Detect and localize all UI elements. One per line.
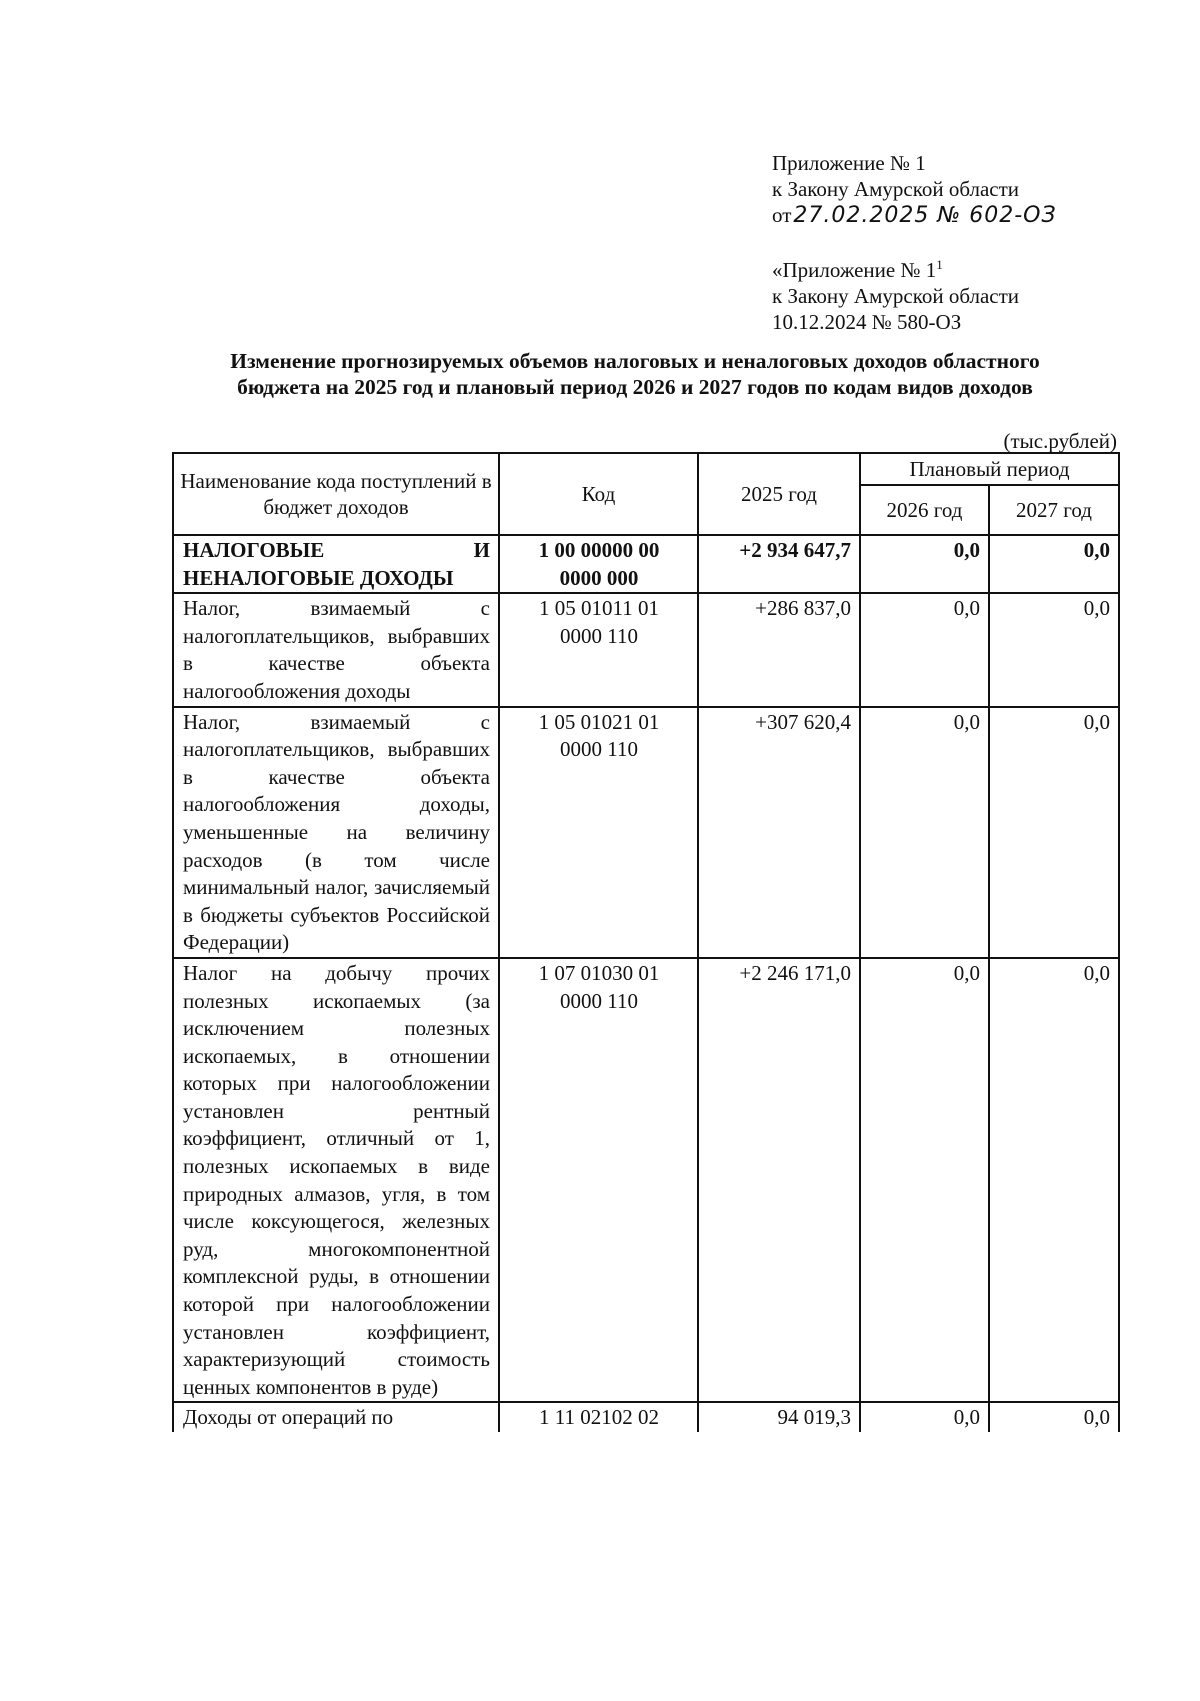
row-code-line1: 1 05 01011 01 <box>539 596 659 621</box>
appendix-quote-law: к Закону Амурской области <box>772 284 1020 308</box>
row-name: Налог, взимаемый с налогоплательщиков, выбравших в качестве объекта налогообложения доходы, уменьшенные на величину расходов (в том числе минимальный налог, зачисляемый в бюджеты субъектов Российской Федерации) <box>173 707 499 958</box>
units-label: (тыс.рублей) <box>1003 429 1117 453</box>
appendix-quote-number <box>772 252 1019 283</box>
title-line-2: бюджета на 2025 год и плановый период 2026 и 2027 годов по кодам видов доходов <box>237 375 1033 399</box>
row-code-line1: 1 05 01021 01 <box>538 709 660 734</box>
appendix-date-prefix: от <box>772 203 792 227</box>
appendix-quote-superscript: 1 <box>936 257 943 272</box>
row-2025: +2 934 647,7 <box>698 535 860 593</box>
row-2025: +286 837,0 <box>698 593 860 706</box>
row-name: НАЛОГОВЫЕ И НЕНАЛОГОВЫЕ ДОХОДЫ <box>173 535 499 593</box>
appendix-number: Приложение № 1 <box>772 151 926 175</box>
appendix-law: к Закону Амурской области <box>772 177 1020 201</box>
handwritten-date: 27.02.2025 № 602-ОЗ <box>793 203 1057 228</box>
table-row <box>173 593 1119 706</box>
appendix-quote-number-text: «Приложение № 1 <box>772 258 937 282</box>
row-2027: 0,0 <box>989 958 1119 1403</box>
header-2025: 2025 год <box>698 453 860 535</box>
row-code-line2: 0000 000 <box>559 565 639 590</box>
appendix-header <box>772 150 1057 229</box>
appendix-date-line <box>772 202 1057 229</box>
row-code-line2: 0000 110 <box>560 623 638 648</box>
row-code-line2: 0000 110 <box>560 988 638 1013</box>
table-row <box>173 535 1119 593</box>
header-name: Наименование кода поступлений в бюджет доходов <box>173 453 499 535</box>
table-row <box>173 707 1119 958</box>
header-2026: 2026 год <box>860 485 989 535</box>
row-2025: +2 246 171,0 <box>698 958 860 1403</box>
title-line-1: Изменение прогнозируемых объемов налоговых и неналоговых доходов областного <box>230 349 1040 373</box>
appendix-quote-date: 10.12.2024 № 580-ОЗ <box>772 310 962 334</box>
row-2027: 0,0 <box>989 535 1119 593</box>
row-code <box>499 707 698 958</box>
row-name: Доходы от операций по <box>173 1402 499 1432</box>
header-code: Код <box>499 453 698 535</box>
row-2027: 0,0 <box>989 593 1119 706</box>
row-code: 1 11 02102 02 <box>499 1402 698 1432</box>
appendix-quote-header <box>772 252 1019 335</box>
row-code <box>499 593 698 706</box>
row-code-line1: 1 07 01030 01 <box>538 960 660 985</box>
row-2025: 94 019,3 <box>698 1402 860 1432</box>
row-2026: 0,0 <box>860 958 989 1403</box>
row-code-line1: 1 00 00000 00 <box>538 538 660 562</box>
row-2026: 0,0 <box>860 707 989 958</box>
document-title <box>150 348 1120 400</box>
row-code-line2: 0000 110 <box>560 737 638 762</box>
row-name: Налог, взимаемый с налогоплательщиков, выбравших в качестве объекта налогообложения доходы <box>173 593 499 706</box>
row-2027: 0,0 <box>989 1402 1119 1432</box>
row-2026: 0,0 <box>860 535 989 593</box>
row-2025: +307 620,4 <box>698 707 860 958</box>
header-planned-period: Плановый период <box>860 453 1119 485</box>
row-code <box>499 958 698 1403</box>
table-row <box>173 958 1119 1403</box>
table-row <box>173 1402 1119 1432</box>
revenue-table <box>172 452 1120 1432</box>
row-name: Налог на добычу прочих полезных ископаемых (за исключением полезных ископаемых, в отношении которых при налогообложении установлен рентный коэффициент, отличный от 1, полезных ископаемых в виде природных алмазов, угля, в том числе коксующегося, железных руд, многокомпонентной комплексной руды, в отношении которой при налогообложении установлен коэффициент, характеризующий стоимость ценных компонентов в руде) <box>173 958 499 1403</box>
row-2027: 0,0 <box>989 707 1119 958</box>
row-2026: 0,0 <box>860 593 989 706</box>
header-2027: 2027 год <box>989 485 1119 535</box>
table-header-row <box>173 453 1119 485</box>
row-code <box>499 535 698 593</box>
row-2026: 0,0 <box>860 1402 989 1432</box>
